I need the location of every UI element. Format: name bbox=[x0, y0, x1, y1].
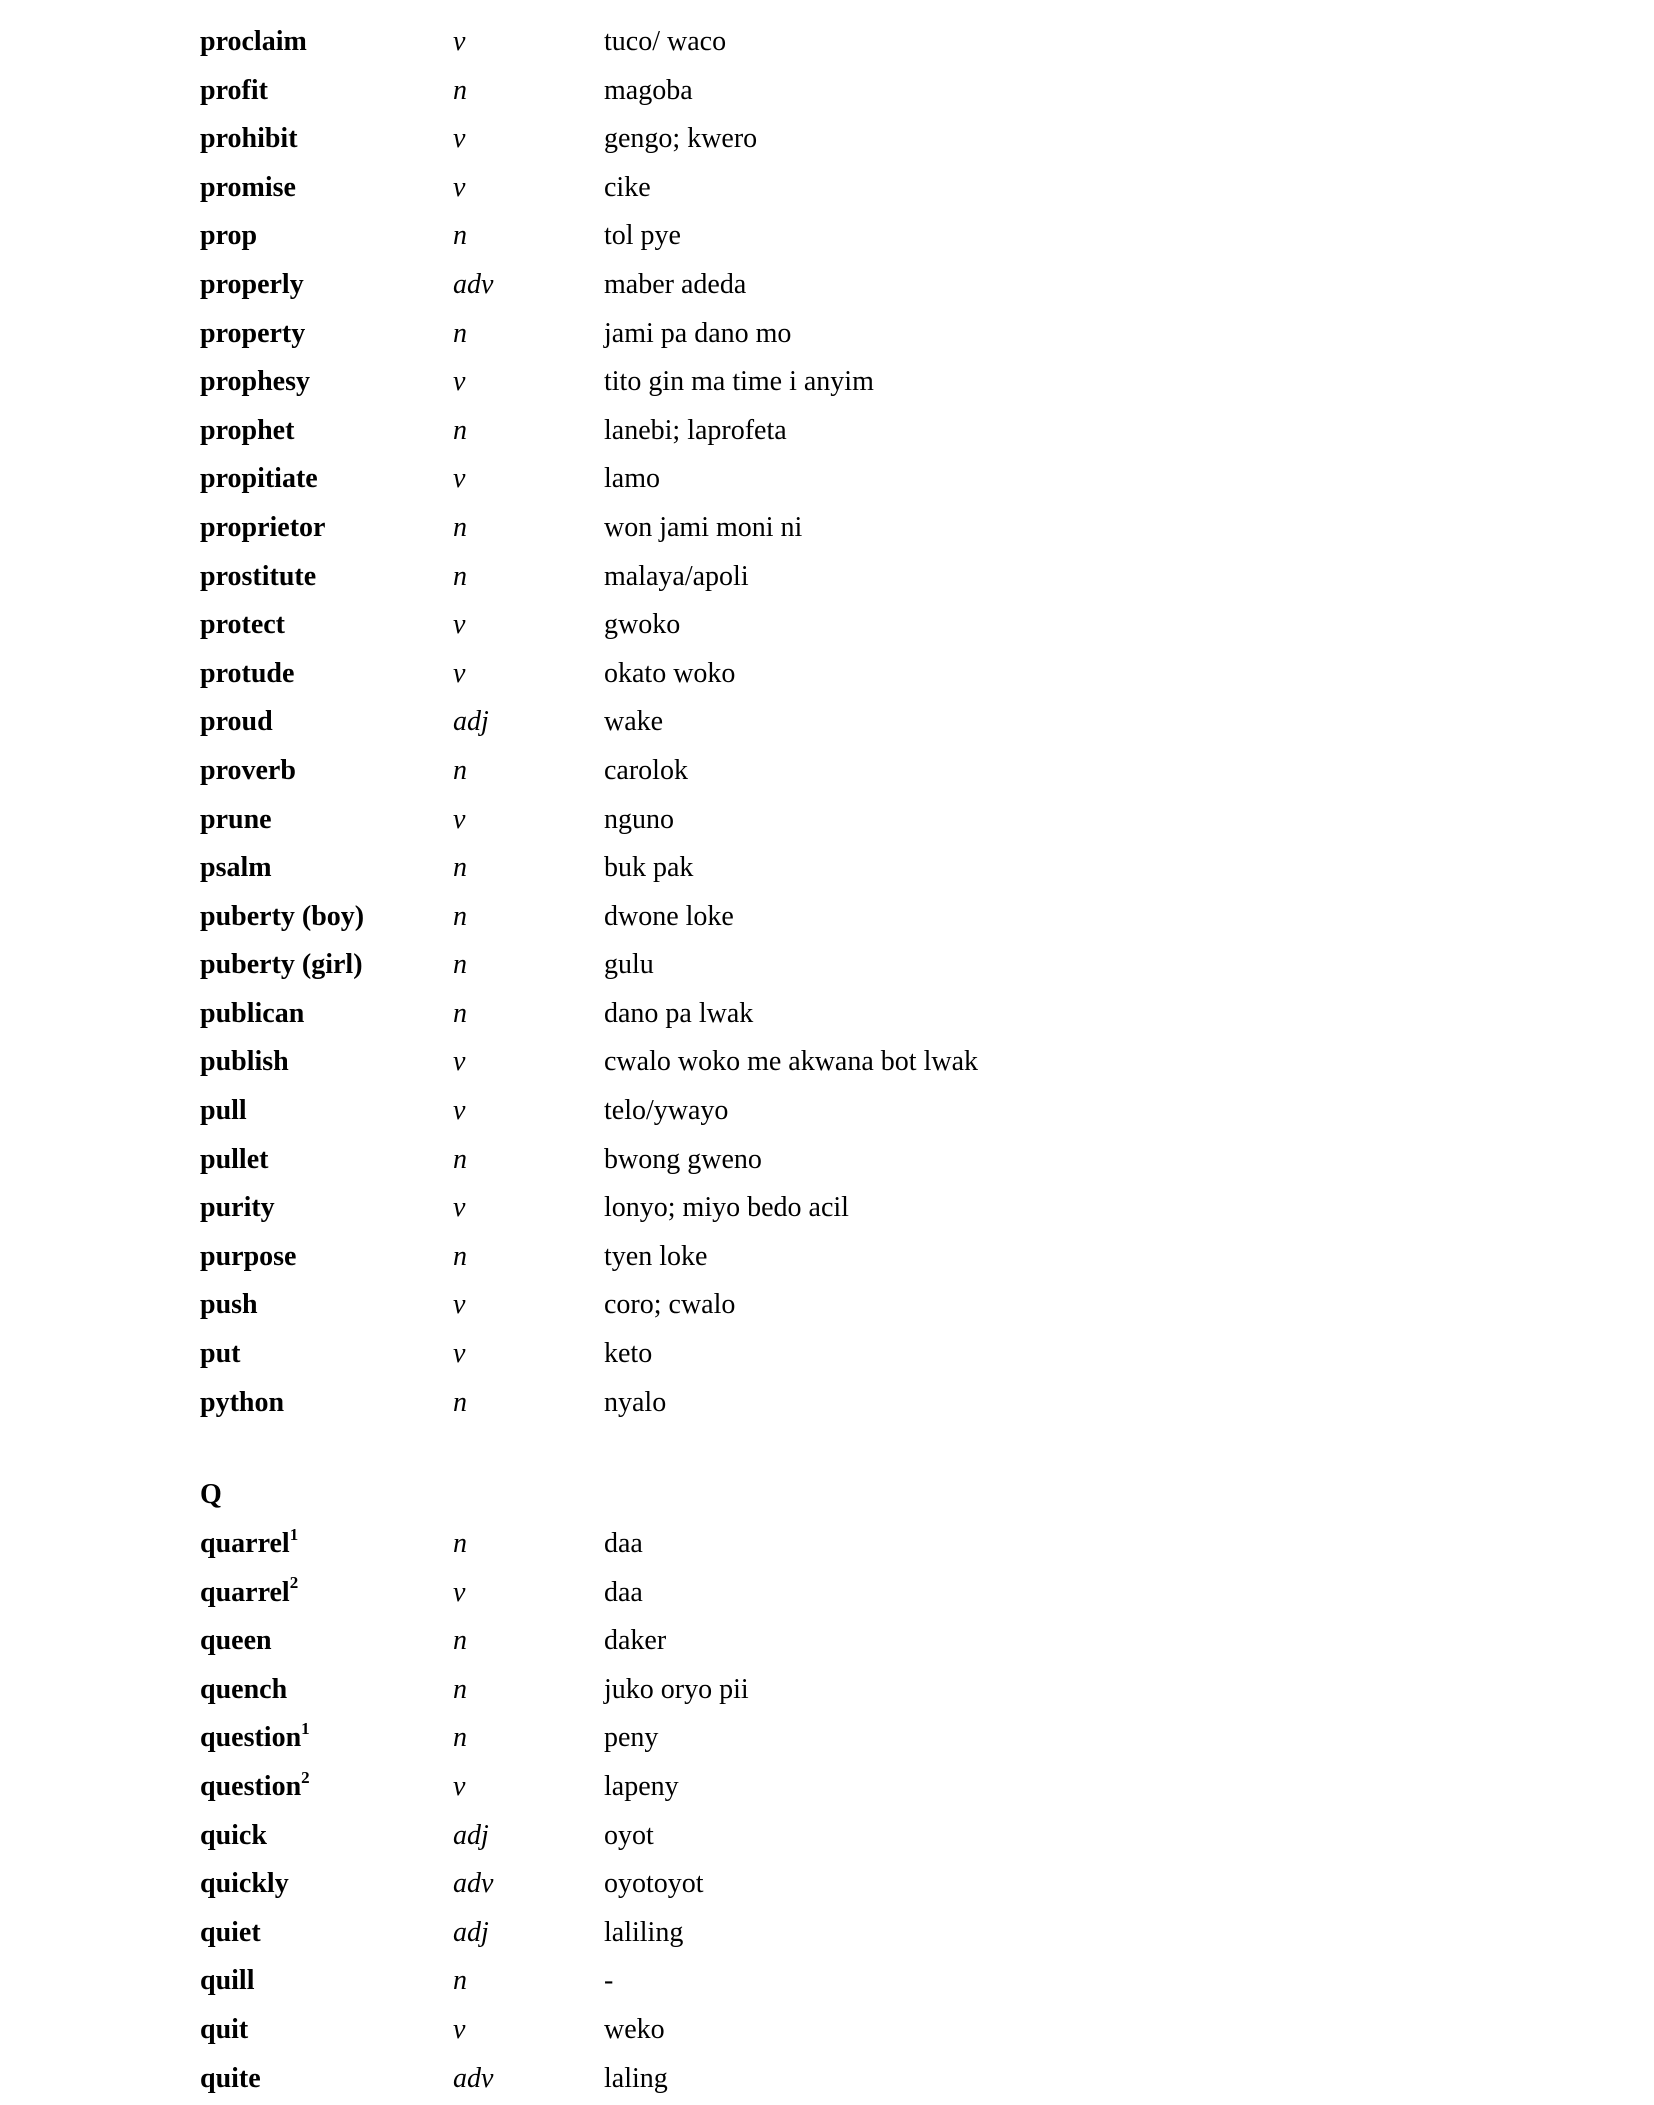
entry-part-of-speech: v bbox=[453, 657, 466, 689]
entry-headword bbox=[200, 1184, 275, 1233]
dictionary-section-p bbox=[200, 18, 1500, 1427]
entry-headword-text: puberty (boy) bbox=[200, 900, 365, 932]
entry-headword bbox=[200, 310, 305, 359]
entry-part-of-speech: adj bbox=[453, 1819, 489, 1851]
dictionary-entry bbox=[200, 990, 1500, 1039]
entry-headword bbox=[200, 941, 363, 990]
dictionary-entry bbox=[200, 2055, 1500, 2104]
dictionary-entry bbox=[200, 747, 1500, 796]
entry-part-of-speech: n bbox=[453, 900, 467, 932]
entry-translation: - bbox=[604, 1965, 614, 1997]
entry-translation: gulu bbox=[604, 949, 654, 981]
entry-headword bbox=[200, 1617, 272, 1666]
entry-headword bbox=[200, 358, 310, 407]
entry-translation: oyotoyot bbox=[604, 1868, 704, 1900]
entry-translation: buk pak bbox=[604, 852, 694, 884]
entry-headword bbox=[200, 1714, 310, 1763]
dictionary-entry bbox=[200, 1330, 1500, 1379]
entry-headword-text: quite bbox=[200, 2062, 261, 2094]
dictionary-entry bbox=[200, 1569, 1500, 1618]
dictionary-entry bbox=[200, 1136, 1500, 1185]
entry-part-of-speech: n bbox=[453, 754, 467, 786]
entry-part-of-speech: n bbox=[453, 1143, 467, 1175]
entry-translation: lapeny bbox=[604, 1770, 679, 1802]
entry-translation: gwoko bbox=[604, 609, 681, 641]
entry-headword-text: put bbox=[200, 1338, 241, 1370]
entry-translation: daa bbox=[604, 1576, 643, 1608]
dictionary-entry bbox=[200, 1812, 1500, 1861]
entry-headword-text: quickly bbox=[200, 1868, 289, 1900]
entry-headword-text: quarrel bbox=[200, 1576, 290, 1608]
entry-headword bbox=[200, 650, 294, 699]
entry-translation: bwong gweno bbox=[604, 1143, 762, 1175]
entry-headword bbox=[200, 2055, 261, 2104]
entry-part-of-speech: n bbox=[453, 1722, 467, 1754]
entry-headword bbox=[200, 844, 272, 893]
entry-translation: laliling bbox=[604, 1916, 684, 1948]
dictionary-entry bbox=[200, 164, 1500, 213]
entry-part-of-speech: v bbox=[453, 366, 466, 398]
entry-translation: wake bbox=[604, 706, 664, 738]
entry-headword bbox=[200, 1379, 284, 1428]
entry-headword-text: quit bbox=[200, 2013, 249, 2045]
entry-headword bbox=[200, 553, 316, 602]
entry-part-of-speech: v bbox=[453, 803, 466, 835]
entry-headword bbox=[200, 1569, 298, 1618]
entry-headword-text: prune bbox=[200, 803, 272, 835]
entry-headword-text: proprietor bbox=[200, 511, 326, 543]
dictionary-entry bbox=[200, 1379, 1500, 1428]
entry-headword-text: prop bbox=[200, 220, 258, 252]
entry-headword bbox=[200, 990, 304, 1039]
entry-translation: telo/ywayo bbox=[604, 1095, 729, 1127]
entry-part-of-speech: v bbox=[453, 1192, 466, 1224]
entry-headword-text: proclaim bbox=[200, 26, 307, 57]
entry-part-of-speech: n bbox=[453, 1965, 467, 1997]
entry-headword bbox=[200, 1087, 247, 1136]
entry-headword-text: purity bbox=[200, 1192, 275, 1224]
dictionary-entry bbox=[200, 212, 1500, 261]
entry-headword-text: prostitute bbox=[200, 560, 317, 592]
entry-part-of-speech: v bbox=[453, 1095, 466, 1127]
entry-part-of-speech: n bbox=[453, 1386, 467, 1418]
dictionary-section-q bbox=[200, 1520, 1500, 2103]
entry-headword bbox=[200, 893, 364, 942]
entry-translation: jami pa dano mo bbox=[604, 317, 792, 349]
entry-part-of-speech: n bbox=[453, 997, 467, 1029]
entry-headword-text: properly bbox=[200, 268, 304, 300]
entry-headword bbox=[200, 1233, 296, 1282]
entry-translation: won jami moni ni bbox=[604, 511, 803, 543]
dictionary-entry bbox=[200, 1038, 1500, 1087]
dictionary-entry bbox=[200, 1520, 1500, 1569]
entry-headword-text: prophesy bbox=[200, 366, 310, 398]
entry-headword bbox=[200, 796, 272, 845]
dictionary-entry bbox=[200, 2006, 1500, 2055]
entry-headword-text: propitiate bbox=[200, 463, 318, 495]
dictionary-entry bbox=[200, 1087, 1500, 1136]
dictionary-entry bbox=[200, 553, 1500, 602]
entry-translation: maber adeda bbox=[604, 268, 747, 300]
entry-headword bbox=[200, 747, 296, 796]
entry-part-of-speech: n bbox=[453, 560, 467, 592]
entry-headword-text: python bbox=[200, 1386, 285, 1418]
entry-translation: tol pye bbox=[604, 220, 681, 252]
entry-part-of-speech: v bbox=[453, 171, 466, 203]
entry-headword bbox=[200, 115, 298, 164]
entry-headword bbox=[200, 407, 294, 456]
entry-translation: peny bbox=[604, 1722, 659, 1754]
entry-translation: cwalo woko me akwana bot lwak bbox=[604, 1046, 978, 1078]
dictionary-entry bbox=[200, 893, 1500, 942]
entry-part-of-speech: n bbox=[453, 220, 467, 252]
entry-translation: okato woko bbox=[604, 657, 736, 689]
entry-translation: carolok bbox=[604, 754, 688, 786]
dictionary-entry bbox=[200, 261, 1500, 310]
dictionary-entry bbox=[200, 1281, 1500, 1330]
entry-headword-text: protect bbox=[200, 609, 285, 641]
dictionary-entry bbox=[200, 844, 1500, 893]
entry-part-of-speech: v bbox=[453, 609, 466, 641]
entry-part-of-speech: adv bbox=[453, 268, 494, 300]
entry-translation: oyot bbox=[604, 1819, 654, 1851]
entry-headword-text: pull bbox=[200, 1095, 247, 1127]
entry-headword bbox=[200, 1957, 254, 2006]
dictionary-entry bbox=[200, 698, 1500, 747]
dictionary-entry bbox=[200, 601, 1500, 650]
entry-headword bbox=[200, 601, 285, 650]
entry-translation: laling bbox=[604, 2062, 668, 2094]
entry-headword-text: quench bbox=[200, 1673, 288, 1705]
entry-part-of-speech: n bbox=[453, 1528, 467, 1559]
dictionary-entry bbox=[200, 115, 1500, 164]
entry-headword-text: proverb bbox=[200, 754, 296, 786]
entry-part-of-speech: v bbox=[453, 463, 466, 495]
entry-headword bbox=[200, 18, 307, 67]
entry-part-of-speech: v bbox=[453, 123, 466, 155]
dictionary-entry bbox=[200, 1666, 1500, 1715]
entry-headword bbox=[200, 1330, 240, 1379]
entry-translation: tuco/ waco bbox=[604, 26, 727, 57]
entry-part-of-speech: n bbox=[453, 74, 467, 106]
entry-headword-text: psalm bbox=[200, 852, 272, 884]
entry-headword bbox=[200, 1038, 289, 1087]
entry-translation: lamo bbox=[604, 463, 660, 495]
entry-headword-text: quick bbox=[200, 1819, 267, 1851]
entry-part-of-speech: v bbox=[453, 1046, 466, 1078]
entry-translation: lonyo; miyo bedo acil bbox=[604, 1192, 849, 1224]
entry-sense-number: 2 bbox=[301, 1767, 310, 1787]
entry-headword bbox=[200, 164, 296, 213]
entry-translation: juko oryo pii bbox=[604, 1673, 749, 1705]
entry-translation: coro; cwalo bbox=[604, 1289, 736, 1321]
entry-part-of-speech: n bbox=[453, 317, 467, 349]
dictionary-entry bbox=[200, 1617, 1500, 1666]
entry-headword bbox=[200, 1281, 258, 1330]
entry-translation: dwone loke bbox=[604, 900, 734, 932]
entry-headword-text: prohibit bbox=[200, 123, 298, 155]
letter-heading-q: Q bbox=[200, 1479, 222, 1510]
entry-part-of-speech: v bbox=[453, 2013, 466, 2045]
entry-headword bbox=[200, 698, 273, 747]
entry-part-of-speech: adv bbox=[453, 2062, 494, 2094]
entry-headword-text: question bbox=[200, 1722, 302, 1754]
dictionary-entry bbox=[200, 1233, 1500, 1282]
entry-part-of-speech: n bbox=[453, 1240, 467, 1272]
entry-headword-text: question bbox=[200, 1770, 302, 1802]
entry-translation: tito gin ma time i anyim bbox=[604, 366, 874, 398]
entry-sense-number: 1 bbox=[289, 1524, 299, 1544]
entry-part-of-speech: adj bbox=[453, 706, 489, 738]
entry-sense-number: 2 bbox=[289, 1573, 299, 1593]
entry-headword-text: quarrel bbox=[200, 1528, 290, 1559]
dictionary-entry bbox=[200, 1909, 1500, 1958]
entry-headword bbox=[200, 1666, 287, 1715]
entry-headword-text: quiet bbox=[200, 1916, 261, 1948]
entry-part-of-speech: adv bbox=[453, 1868, 494, 1900]
entry-headword bbox=[200, 2006, 248, 2055]
dictionary-entry bbox=[200, 1184, 1500, 1233]
dictionary-entry bbox=[200, 1957, 1500, 2006]
entry-headword bbox=[200, 1860, 289, 1909]
entry-headword-text: proud bbox=[200, 706, 273, 738]
dictionary-entry bbox=[200, 310, 1500, 359]
entry-part-of-speech: n bbox=[453, 511, 467, 543]
entry-translation: magoba bbox=[604, 74, 693, 106]
dictionary-entry bbox=[200, 67, 1500, 116]
entry-headword-text: purpose bbox=[200, 1240, 297, 1272]
dictionary-entry bbox=[200, 504, 1500, 553]
entry-part-of-speech: n bbox=[453, 414, 467, 446]
entry-part-of-speech: v bbox=[453, 1289, 466, 1321]
dictionary-entry bbox=[200, 1860, 1500, 1909]
entry-part-of-speech: n bbox=[453, 1673, 467, 1705]
dictionary-entry bbox=[200, 358, 1500, 407]
entry-headword-text: pullet bbox=[200, 1143, 269, 1175]
entry-headword-text: queen bbox=[200, 1625, 272, 1657]
entry-translation: daa bbox=[604, 1528, 643, 1559]
entry-part-of-speech: v bbox=[453, 1338, 466, 1370]
dictionary-entry bbox=[200, 1763, 1500, 1812]
entry-headword bbox=[200, 455, 318, 504]
entry-translation: dano pa lwak bbox=[604, 997, 754, 1029]
entry-headword-text: property bbox=[200, 317, 306, 349]
dictionary-entry bbox=[200, 650, 1500, 699]
entry-headword-text: publican bbox=[200, 997, 305, 1029]
entry-translation: gengo; kwero bbox=[604, 123, 758, 155]
entry-headword-text: puberty (girl) bbox=[200, 949, 363, 981]
entry-headword bbox=[200, 1763, 310, 1812]
entry-headword bbox=[200, 212, 257, 261]
entry-headword bbox=[200, 504, 325, 553]
dictionary-entry bbox=[200, 1714, 1500, 1763]
dictionary-entry bbox=[200, 941, 1500, 990]
entry-translation: daker bbox=[604, 1625, 667, 1657]
entry-headword bbox=[200, 1812, 267, 1861]
entry-part-of-speech: v bbox=[453, 1576, 466, 1608]
entry-headword bbox=[200, 1909, 261, 1958]
entry-headword-text: promise bbox=[200, 171, 296, 203]
entry-part-of-speech: v bbox=[453, 26, 466, 57]
entry-translation: cike bbox=[604, 171, 651, 203]
entry-translation: keto bbox=[604, 1338, 653, 1370]
entry-part-of-speech: adj bbox=[453, 1916, 489, 1948]
entry-headword-text: publish bbox=[200, 1046, 289, 1078]
entry-headword bbox=[200, 261, 304, 310]
entry-translation: nyalo bbox=[604, 1386, 667, 1418]
dictionary-entry bbox=[200, 407, 1500, 456]
entry-part-of-speech: n bbox=[453, 949, 467, 981]
entry-part-of-speech: v bbox=[453, 1770, 466, 1802]
entry-translation: tyen loke bbox=[604, 1240, 708, 1272]
entry-translation: lanebi; laprofeta bbox=[604, 414, 787, 446]
entry-headword-text: quill bbox=[200, 1965, 255, 1997]
entry-part-of-speech: n bbox=[453, 1625, 467, 1657]
entry-headword bbox=[200, 1520, 298, 1569]
entry-headword bbox=[200, 1136, 268, 1185]
entry-headword-text: protude bbox=[200, 657, 295, 689]
entry-headword-text: push bbox=[200, 1289, 258, 1321]
entry-headword-text: profit bbox=[200, 74, 268, 106]
entry-part-of-speech: n bbox=[453, 852, 467, 884]
dictionary-entry bbox=[200, 18, 1500, 67]
entry-translation: nguno bbox=[604, 803, 674, 835]
dictionary-entry bbox=[200, 455, 1500, 504]
entry-translation: weko bbox=[604, 2013, 665, 2045]
entry-headword-text: prophet bbox=[200, 414, 295, 446]
entry-sense-number: 1 bbox=[301, 1719, 310, 1739]
entry-translation: malaya/apoli bbox=[604, 560, 749, 592]
dictionary-entry bbox=[200, 796, 1500, 845]
entry-headword bbox=[200, 67, 268, 116]
